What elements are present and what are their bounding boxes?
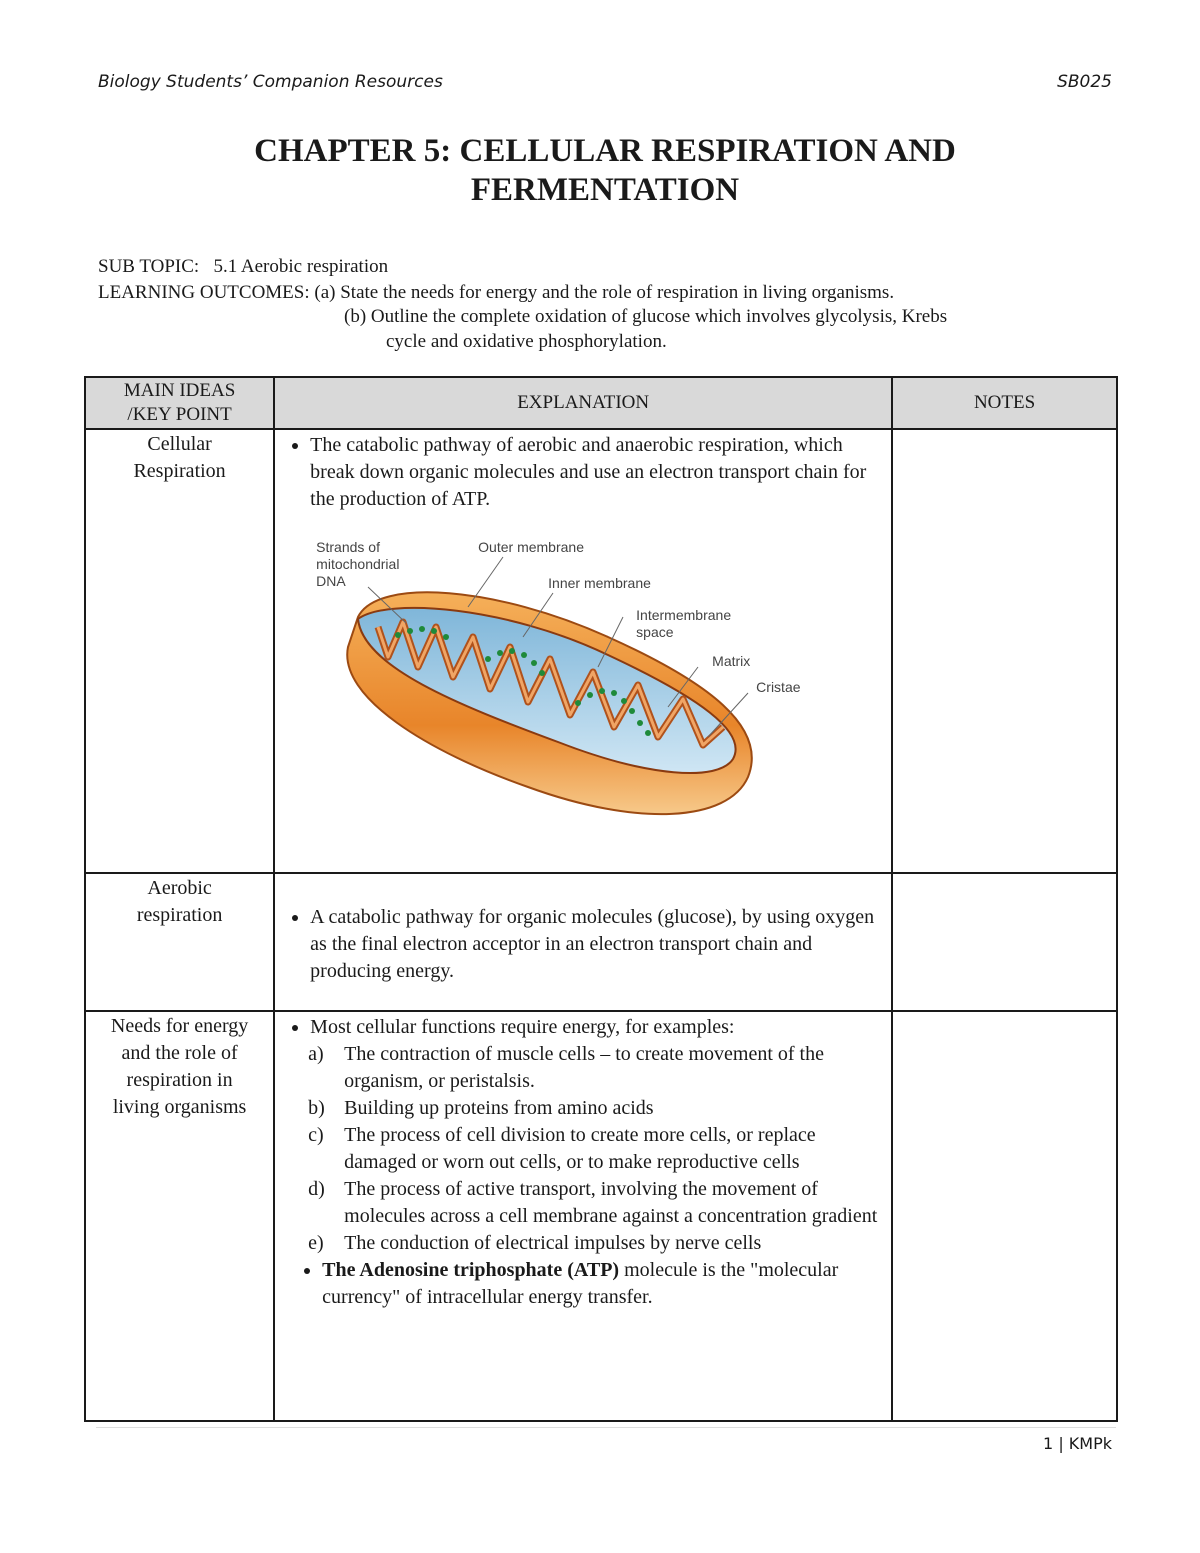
bullet-list xyxy=(276,1014,890,1041)
explanation-cell xyxy=(274,429,892,873)
bullet-item-atp xyxy=(322,1257,890,1311)
label-matrix: Matrix xyxy=(712,653,751,669)
notes-cell xyxy=(892,1011,1117,1421)
label-intermembrane-space xyxy=(636,607,731,641)
explanation-cell xyxy=(274,873,892,1011)
learning-outcome-a: LEARNING OUTCOMES: (a) State the needs for energy and the role of respiration in living organisms. xyxy=(98,282,895,303)
notes-table xyxy=(84,376,1118,1422)
explanation-cell xyxy=(274,1011,892,1421)
bullet-list xyxy=(276,432,890,513)
chapter-title-line1: CHAPTER 5: CELLULAR RESPIRATION AND xyxy=(254,133,956,169)
key-point-line: Needs for energy xyxy=(110,1015,249,1037)
header-main-ideas-line1: MAIN IDEAS xyxy=(123,380,236,401)
key-point-cell xyxy=(85,1011,274,1421)
list-item xyxy=(308,1041,890,1095)
list-letter: e) xyxy=(308,1232,324,1254)
running-header-title: Biology Students’ Companion Resources xyxy=(98,72,443,92)
label-dna-line: DNA xyxy=(316,573,346,589)
bullet-intro: Most cellular functions require energy, for examples: xyxy=(310,1016,735,1038)
key-point-line: respiration in xyxy=(126,1069,233,1091)
label-intermembrane-line: Intermembrane xyxy=(636,607,732,623)
mitochondrion-diagram xyxy=(278,527,838,857)
list-letter: c) xyxy=(308,1124,324,1146)
label-cristae: Cristae xyxy=(756,679,801,695)
table-header-row xyxy=(85,377,1117,429)
key-point-line: and the role of xyxy=(121,1042,238,1064)
header-explanation: EXPLANATION xyxy=(274,377,892,429)
label-dna xyxy=(316,539,399,590)
key-point-line: living organisms xyxy=(112,1096,247,1118)
list-text: The process of cell division to create more cells, or replace damaged or worn out cells, or to make reproductive cells xyxy=(344,1124,816,1173)
label-dna-line: mitochondrial xyxy=(316,556,400,572)
list-text: Building up proteins from amino acids xyxy=(344,1097,654,1119)
bullet-list xyxy=(276,1257,890,1311)
footer-rule xyxy=(96,1427,1116,1428)
label-outer-membrane: Outer membrane xyxy=(478,539,584,555)
table-row xyxy=(85,873,1117,1011)
list-letter: b) xyxy=(308,1097,325,1119)
label-intermembrane-line: space xyxy=(636,624,674,640)
list-letter: d) xyxy=(308,1178,325,1200)
list-item xyxy=(308,1230,890,1257)
bullet-item xyxy=(310,1014,890,1041)
bullet-item: • A catabolic pathway for organic molecules (glucose), by using oxygen as the final electron acceptor in an electron transport chain and producing energy. xyxy=(310,904,890,985)
label-inner-membrane: Inner membrane xyxy=(548,575,651,591)
list-letter: a) xyxy=(308,1043,324,1065)
notes-cell xyxy=(892,873,1117,1011)
atp-bold: The Adenosine triphosphate xyxy=(322,1259,563,1281)
header-main-ideas-line2: /KEY POINT xyxy=(127,404,232,425)
running-header-code: SB025 xyxy=(1057,72,1112,92)
list-text: The conduction of electrical impulses by nerve cells xyxy=(344,1232,762,1254)
list-item xyxy=(308,1095,890,1122)
learning-outcome-b xyxy=(344,304,1044,354)
notes-cell xyxy=(892,429,1117,873)
header-main-ideas xyxy=(85,377,274,429)
key-point-cell xyxy=(85,873,274,1011)
bullet-list xyxy=(276,904,890,985)
sub-topic: SUB TOPIC: 5.1 Aerobic respiration xyxy=(98,256,389,277)
bullet-item: • The catabolic pathway of aerobic and anaerobic respiration, which break down organic molecules and use an electron transport chain for the production of ATP. xyxy=(310,432,890,513)
atp-rest: molecule is the "molecular currency" of intracellular energy transfer. xyxy=(322,1259,839,1308)
list-item xyxy=(308,1122,890,1176)
table-row xyxy=(85,429,1117,873)
list-text: The contraction of muscle cells – to create movement of the organism, or peristalsis. xyxy=(344,1043,824,1092)
energy-examples-list xyxy=(276,1041,890,1257)
learning-outcome-b-line2: cycle and oxidative phosphorylation. xyxy=(386,331,667,352)
chapter-title-line2: FERMENTATION xyxy=(470,172,740,208)
key-point-line: respiration xyxy=(136,904,223,926)
atp-abbrev: (ATP) xyxy=(567,1259,620,1281)
list-item xyxy=(308,1176,890,1230)
chapter-title xyxy=(100,132,1110,210)
label-dna-line: Strands of xyxy=(316,539,380,555)
key-point-line: Aerobic xyxy=(147,877,212,899)
table-row xyxy=(85,1011,1117,1421)
key-point-cell xyxy=(85,429,274,873)
page-footer: 1 | KMPk xyxy=(1043,1434,1112,1453)
key-point-line: Cellular xyxy=(147,433,212,455)
learning-outcome-b-line1: (b) Outline the complete oxidation of glucose which involves glycolysis, Krebs xyxy=(344,306,948,327)
key-point-line: Respiration xyxy=(133,460,226,482)
header-notes: NOTES xyxy=(892,377,1117,429)
list-text: The process of active transport, involving the movement of molecules across a cell membrane against a concentration gradient xyxy=(344,1178,878,1227)
